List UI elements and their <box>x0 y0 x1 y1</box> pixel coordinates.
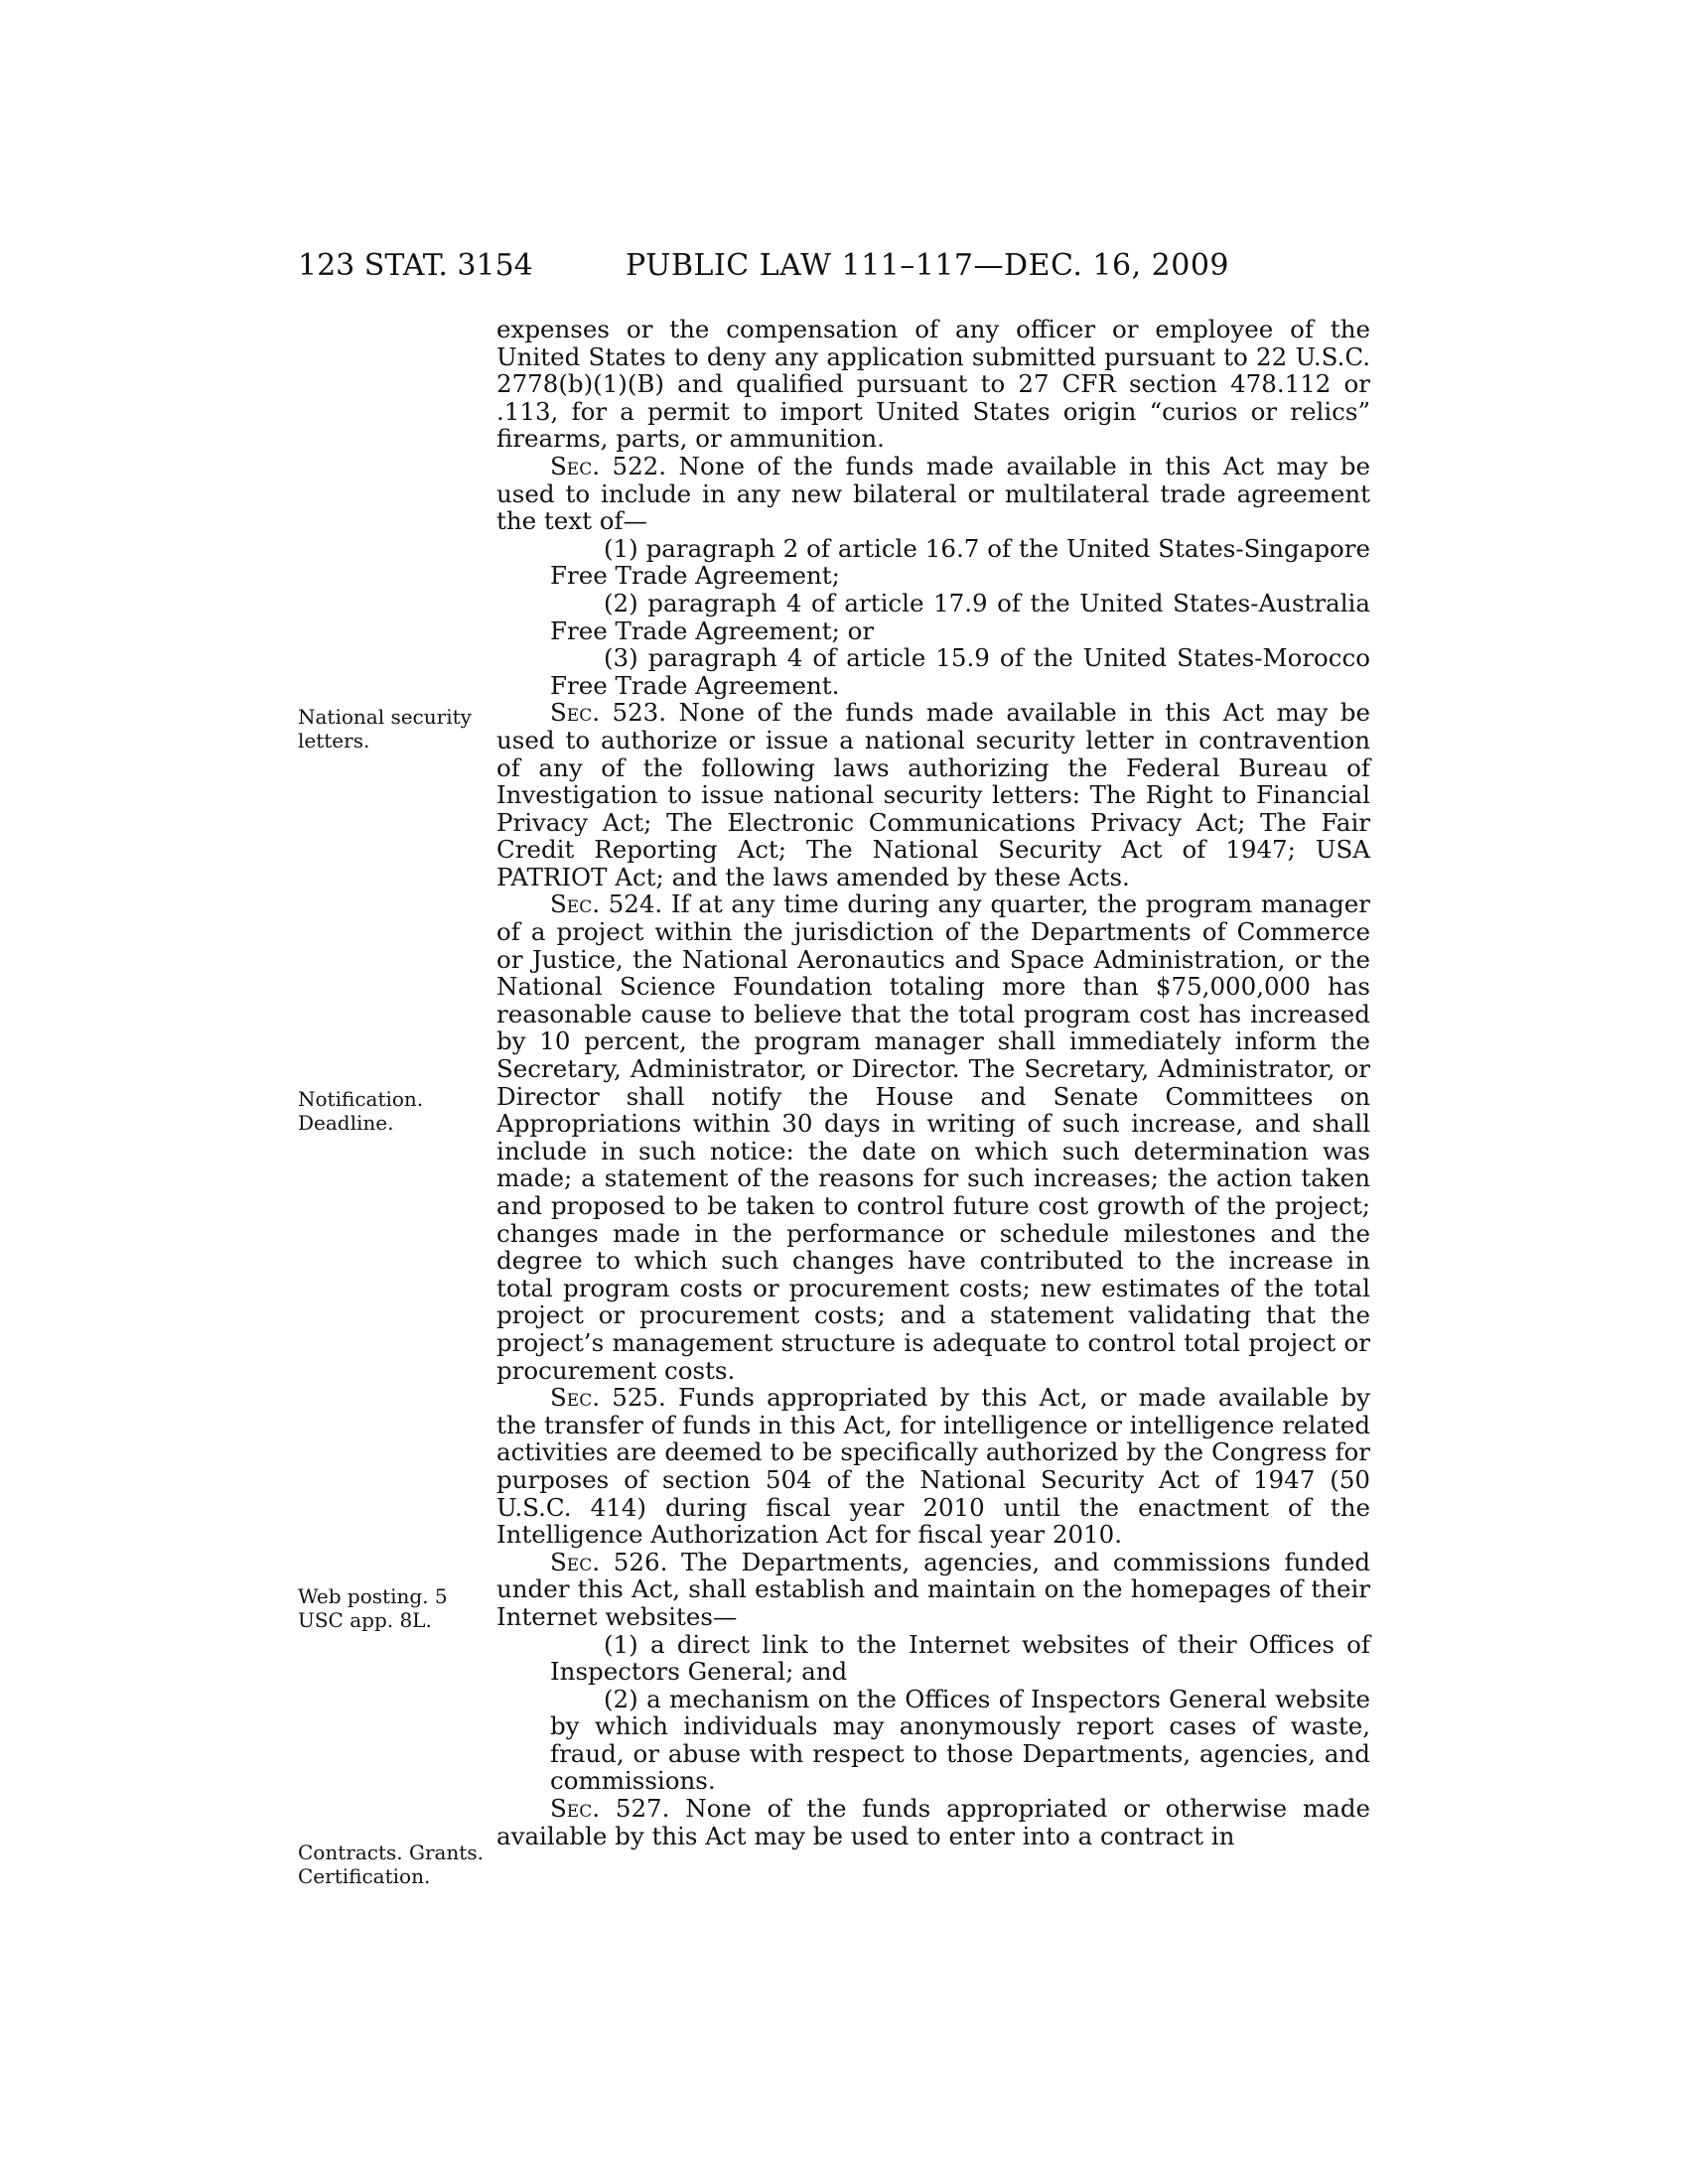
section-527 <box>496 1795 1370 1849</box>
section-526-item-1: (1) a direct link to the Internet websites of their Offices of Inspectors General; and <box>550 1629 1370 1687</box>
public-law-title: PUBLIC LAW 111–117—DEC. 16, 2009 <box>626 248 1230 283</box>
section-525-text: Funds appropriated by this Act, or made available by the transfer of funds in this Act, for intelligence or intelligence related activities are deemed to be specifically authorized by the Congress for purposes of section 504 of the National Security Act of 1947 (50 U.S.C. 414) during fiscal year 2010 until the enactment of the Intelligence Authorization Act for fiscal year 2010. <box>496 1383 1370 1550</box>
section-527-text: None of the funds appropriated or otherwise made available by this Act may be used to enter into a contract in <box>496 1794 1370 1850</box>
page-header <box>298 246 1370 286</box>
section-524 <box>496 890 1370 1384</box>
section-524-text: If at any time during any quarter, the program manager of a project within the jurisdiction of the Departments of Commerce or Justice, the National Aeronautics and Space Administration, or the National Science Foundation totaling more than $75,000,000 has reasonable cause to believe that the total program cost has increased by 10 percent, the program manager shall immediately inform the Secretary, Administrator, or Director. The Secretary, Administrator, or Director shall notify the House and Senate Committees on Appropriations within 30 days in writing of such increase, and shall include in such notice: the date on which such determination was made; a statement of the reasons for such increases; the action taken and proposed to be taken to control future cost growth of the project; changes made in the performance or schedule milestones and the degree to which such changes have contributed to the increase in total program costs or procurement costs; new estimates of the total project or procurement costs; and a statement validating that the project’s management structure is adequate to control total project or procurement costs. <box>496 889 1371 1385</box>
section-523 <box>496 699 1370 890</box>
section-522 <box>496 453 1370 535</box>
statute-page-number: 123 STAT. 3154 <box>298 248 533 283</box>
continued-paragraph: expenses or the compensation of any officer or employee of the United States to deny any application submitted pursuant to 22 U.S.C. 2778(b)(1)(B) and qualified pursuant to 27 CFR section 478.112 or .113, for a permit to import United States origin “curios or relics” firearms, parts, or ammunition. <box>496 315 1370 454</box>
section-526 <box>496 1549 1370 1631</box>
section-527-label: Sec. 527. <box>550 1794 670 1824</box>
section-522-item-2: (2) paragraph 4 of article 17.9 of the United States-Australia Free Trade Agreement; or <box>550 588 1370 645</box>
section-525 <box>496 1384 1370 1549</box>
margin-note-web-posting: Web posting. 5 USC app. 8L. <box>298 1584 448 1632</box>
section-522-label: Sec. 522. <box>550 451 667 480</box>
margin-note-national-security-letters: National security letters. <box>298 705 472 752</box>
section-523-text: None of the funds made available in this Act may be used to authorize or issue a national security letter in contravention of any of the following laws authorizing the Federal Bureau of Investigation to issue national security letters: The Right to Financial Privacy Act; The Electronic Communications Privacy Act; The Fair Credit Reporting Act; The National Security Act of 1947; USA PATRIOT Act; and the laws amended by these Acts. <box>496 698 1370 891</box>
margin-note-notification-deadline: Notification. Deadline. <box>298 1087 424 1135</box>
section-523-label: Sec. 523. <box>550 698 667 728</box>
section-526-label: Sec. 526. <box>550 1547 668 1576</box>
section-526-item-2: (2) a mechanism on the Offices of Inspectors General website by which individuals may anonymously report cases of waste, fraud, or abuse with respect to those Departments, agencies, and commissions. <box>550 1684 1370 1796</box>
margin-note-contracts-grants-certification: Contracts. Grants. Certification. <box>298 1841 484 1888</box>
section-524-label: Sec. 524. <box>550 889 663 919</box>
section-525-label: Sec. 525. <box>550 1383 666 1413</box>
section-522-item-1: (1) paragraph 2 of article 16.7 of the United States-Singapore Free Trade Agreement; <box>550 533 1370 591</box>
statute-body <box>496 316 1370 1849</box>
section-522-item-3: (3) paragraph 4 of article 15.9 of the United States-Morocco Free Trade Agreement. <box>550 643 1370 700</box>
section-522-text: None of the funds made available in this Act may be used to include in any new bilateral or multilateral trade agreement the text of— <box>496 451 1370 536</box>
section-526-text: The Departments, agencies, and commissions funded under this Act, shall establish and maintain on the homepages of their Internet websites— <box>496 1547 1370 1631</box>
